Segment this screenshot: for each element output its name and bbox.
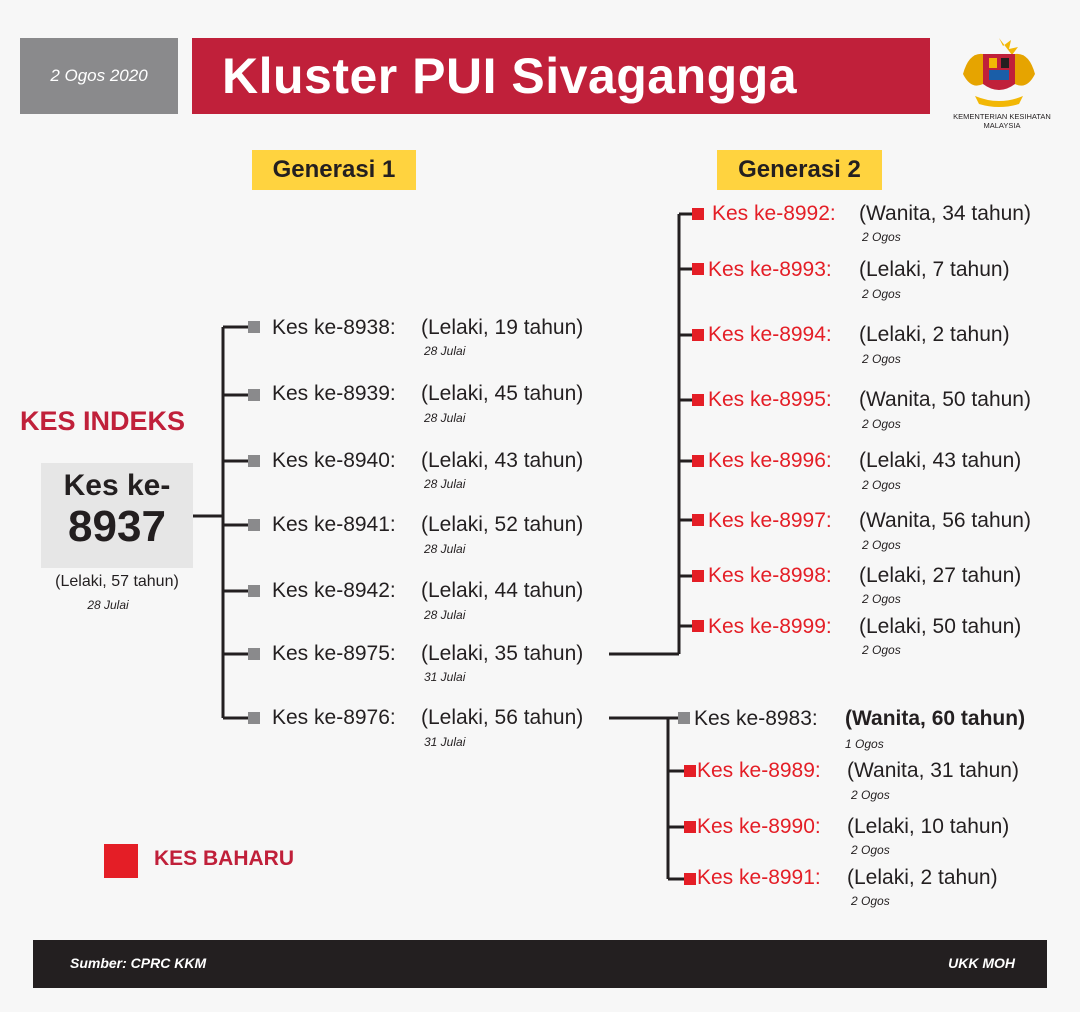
gen2-details-8989: (Wanita, 31 tahun) <box>847 759 1019 782</box>
gen1-case-8938: Kes ke-8938: <box>272 316 396 339</box>
ministry-caption-line2: MALAYSIA <box>983 121 1021 130</box>
ministry-caption-line1: KEMENTERIAN KESIHATAN <box>953 112 1051 121</box>
gen2-date-8999: 2 Ogos <box>862 643 901 657</box>
gen1-date-8940: 28 Julai <box>424 477 466 491</box>
gen2-details-8991: (Lelaki, 2 tahun) <box>847 866 998 889</box>
index-case-date: 28 Julai <box>87 598 129 612</box>
gen2-details-8990: (Lelaki, 10 tahun) <box>847 815 1010 838</box>
gen1-details-8976: (Lelaki, 56 tahun) <box>421 706 584 729</box>
case-marker-8939 <box>248 389 260 401</box>
gen2-date-8989: 2 Ogos <box>851 788 890 802</box>
gen2-details-8996: (Lelaki, 43 tahun) <box>859 449 1022 472</box>
gen1-date-8975: 31 Julai <box>424 670 466 684</box>
case-marker-8983 <box>678 712 690 724</box>
gen2-details-8983: (Wanita, 60 tahun) <box>845 707 1026 730</box>
case-marker-8989 <box>684 765 696 777</box>
gen1-date-8939: 28 Julai <box>424 411 466 425</box>
gen1-date-8976: 31 Julai <box>424 735 466 749</box>
gen2-case-8989: Kes ke-8989: <box>697 759 821 782</box>
gen2-case-8994: Kes ke-8994: <box>708 323 832 346</box>
index-case-label: Kes ke- <box>63 469 171 502</box>
gen1-case-8941: Kes ke-8941: <box>272 513 396 536</box>
gen2-case-8993: Kes ke-8993: <box>708 258 832 281</box>
gen2-date-8983: 1 Ogos <box>845 737 884 751</box>
generation-1-label: Generasi 1 <box>252 150 416 190</box>
gen1-details-8975: (Lelaki, 35 tahun) <box>421 642 584 665</box>
case-marker-8938 <box>248 321 260 333</box>
gen1-details-8939: (Lelaki, 45 tahun) <box>421 382 584 405</box>
case-marker-8994 <box>692 329 704 341</box>
gen2-details-8998: (Lelaki, 27 tahun) <box>859 564 1022 587</box>
gen1-details-8940: (Lelaki, 43 tahun) <box>421 449 584 472</box>
gen2-case-8992: Kes ke-8992: <box>712 202 836 225</box>
index-case-heading: KES INDEKS <box>20 406 186 436</box>
case-marker-8993 <box>692 263 704 275</box>
gen2-date-8998: 2 Ogos <box>862 592 901 606</box>
footer-bar <box>33 940 1047 988</box>
generation-2-label: Generasi 2 <box>717 150 882 190</box>
legend-swatch <box>104 844 138 878</box>
gen2-case-8997: Kes ke-8997: <box>708 509 832 532</box>
gen2-case-8983: Kes ke-8983: <box>694 707 818 730</box>
gen2-date-8997: 2 Ogos <box>862 538 901 552</box>
case-marker-8991 <box>684 873 696 885</box>
gen1-case-8975: Kes ke-8975: <box>272 642 396 665</box>
date-badge: 2 Ogos 2020 <box>20 38 178 114</box>
case-marker-8997 <box>692 514 704 526</box>
gen2-case-8995: Kes ke-8995: <box>708 388 832 411</box>
gen1-case-8942: Kes ke-8942: <box>272 579 396 602</box>
case-marker-8942 <box>248 585 260 597</box>
gen2-date-8996: 2 Ogos <box>862 478 901 492</box>
gen1-date-8938: 28 Julai <box>424 344 466 358</box>
gen2-case-8999: Kes ke-8999: <box>708 615 832 638</box>
gen1-date-8941: 28 Julai <box>424 542 466 556</box>
gen2-case-8996: Kes ke-8996: <box>708 449 832 472</box>
case-marker-8940 <box>248 455 260 467</box>
case-marker-8976 <box>248 712 260 724</box>
case-marker-8996 <box>692 455 704 467</box>
gen2-case-8990: Kes ke-8990: <box>697 815 821 838</box>
gen1-case-8940: Kes ke-8940: <box>272 449 396 472</box>
gen2-date-8991: 2 Ogos <box>851 894 890 908</box>
gen1-details-8941: (Lelaki, 52 tahun) <box>421 513 584 536</box>
gen2-details-8992: (Wanita, 34 tahun) <box>859 202 1031 225</box>
gen2-details-8999: (Lelaki, 50 tahun) <box>859 615 1022 638</box>
case-marker-8998 <box>692 570 704 582</box>
gen2-details-8993: (Lelaki, 7 tahun) <box>859 258 1010 281</box>
case-marker-8941 <box>248 519 260 531</box>
footer-source: Sumber: CPRC KKM <box>70 955 207 971</box>
footer-credit: UKK MOH <box>948 955 1015 971</box>
gen1-case-8976: Kes ke-8976: <box>272 706 396 729</box>
case-marker-8995 <box>692 394 704 406</box>
gen1-details-8938: (Lelaki, 19 tahun) <box>421 316 584 339</box>
gen2-date-8994: 2 Ogos <box>862 352 901 366</box>
gen2-case-8991: Kes ke-8991: <box>697 866 821 889</box>
gen2-details-8995: (Wanita, 50 tahun) <box>859 388 1031 411</box>
gen2-case-8998: Kes ke-8998: <box>708 564 832 587</box>
legend-label: KES BAHARU <box>154 847 295 870</box>
gen2-date-8993: 2 Ogos <box>862 287 901 301</box>
gen1-case-8939: Kes ke-8939: <box>272 382 396 405</box>
gen2-date-8995: 2 Ogos <box>862 417 901 431</box>
gen2-details-8994: (Lelaki, 2 tahun) <box>859 323 1010 346</box>
index-case-number: 8937 <box>68 502 166 551</box>
gen2-details-8997: (Wanita, 56 tahun) <box>859 509 1031 532</box>
case-marker-8992 <box>692 208 704 220</box>
gen2-date-8992: 2 Ogos <box>862 230 901 244</box>
case-marker-8975 <box>248 648 260 660</box>
case-marker-8999 <box>692 620 704 632</box>
gen1-details-8942: (Lelaki, 44 tahun) <box>421 579 584 602</box>
index-case-details: (Lelaki, 57 tahun) <box>55 573 179 590</box>
case-marker-8990 <box>684 821 696 833</box>
gen2-date-8990: 2 Ogos <box>851 843 890 857</box>
page-title: Kluster PUI Sivagangga <box>192 38 930 114</box>
gen1-date-8942: 28 Julai <box>424 608 466 622</box>
